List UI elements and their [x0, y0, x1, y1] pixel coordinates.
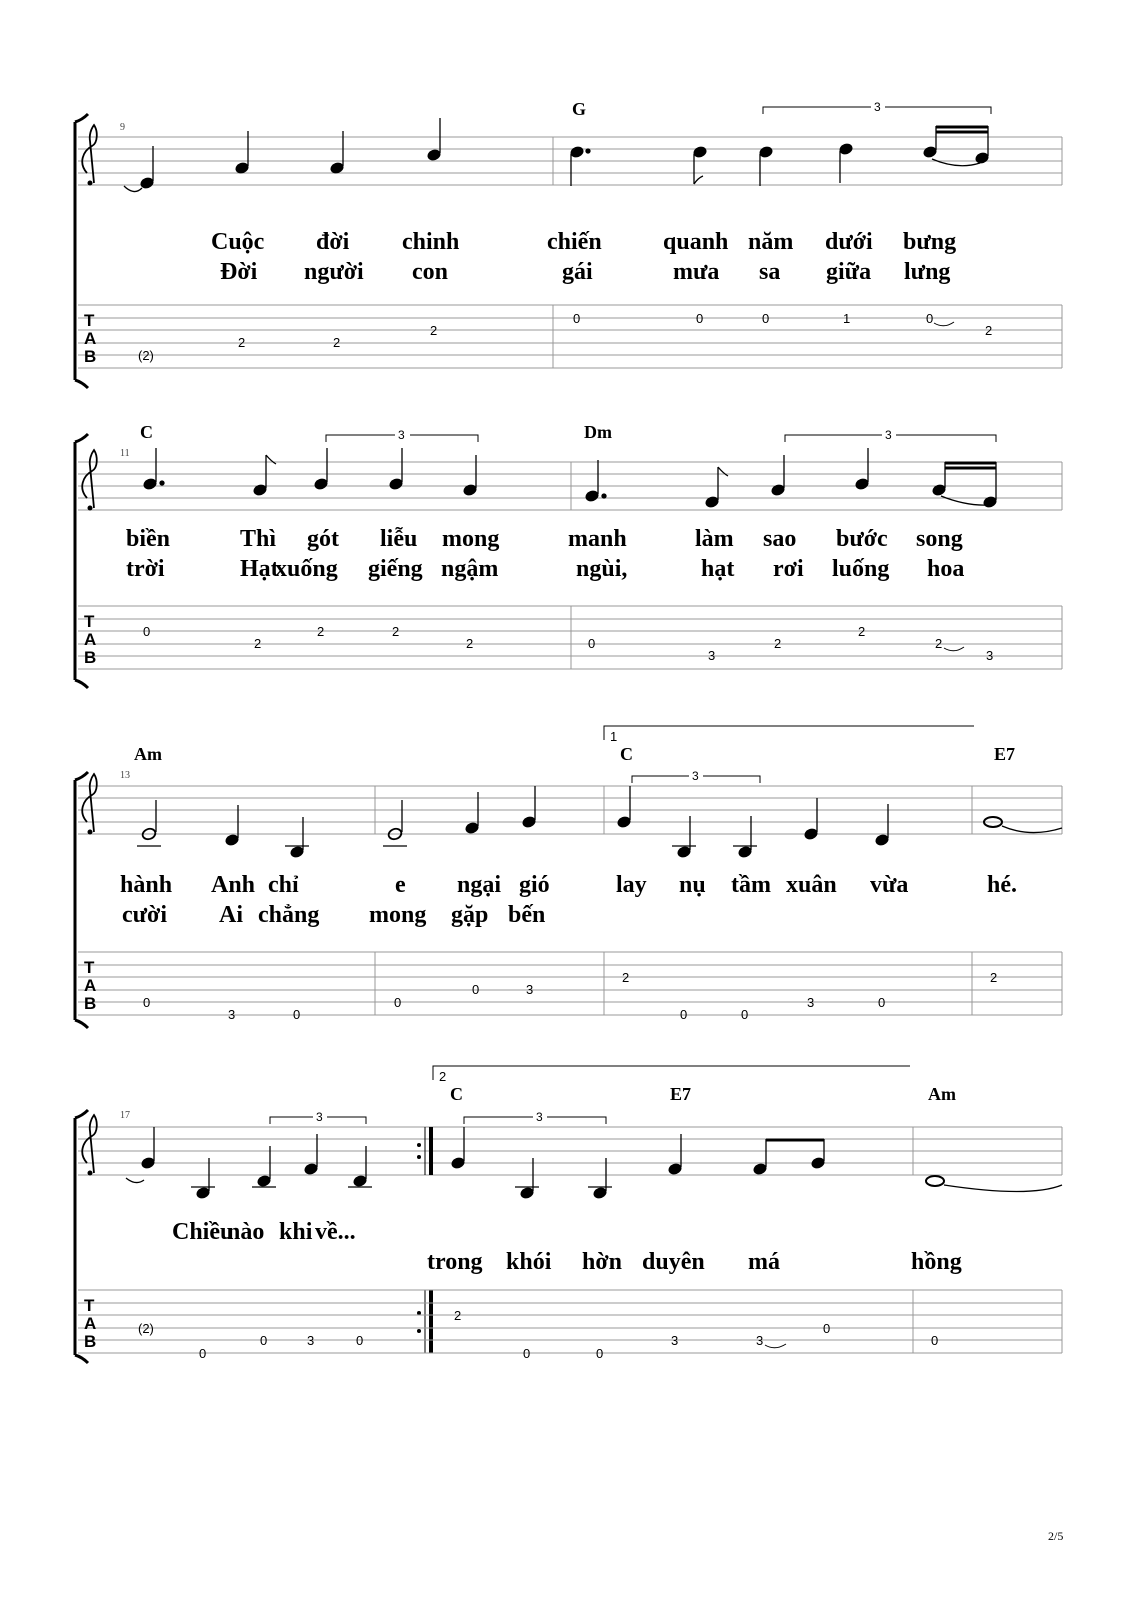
lyric-syllable: gặp	[451, 902, 489, 928]
svg-text:B: B	[84, 648, 97, 667]
lyric-syllable: Cuộc	[211, 229, 265, 255]
lyric-syllable: xuân	[786, 872, 837, 898]
lyric-syllable: trời	[126, 556, 165, 582]
lyric-syllable: chinh	[402, 229, 460, 255]
tuplet-bracket	[326, 428, 478, 442]
chord-symbol: Am	[928, 1084, 956, 1104]
svg-text:1: 1	[843, 311, 851, 326]
staff-lines	[78, 1127, 1062, 1175]
barlines	[913, 1127, 1062, 1353]
svg-text:3: 3	[398, 428, 405, 442]
svg-text:0: 0	[143, 995, 151, 1010]
svg-text:3: 3	[874, 100, 881, 114]
lyric-syllable: duyên	[642, 1249, 705, 1275]
lyric-syllable: song	[916, 526, 963, 552]
tuplet-bracket	[270, 1110, 366, 1124]
lyric-syllable: giữa	[826, 259, 872, 285]
svg-text:B: B	[84, 994, 97, 1013]
svg-text:3: 3	[807, 995, 815, 1010]
lyrics-verse-2	[220, 259, 950, 285]
svg-text:3: 3	[228, 1007, 236, 1022]
measure-number: 13	[120, 770, 130, 781]
measure-number: 17	[120, 1110, 130, 1121]
lyric-syllable: Thì	[240, 526, 277, 552]
lyric-syllable: Anh	[211, 872, 256, 898]
measure-number: 9	[120, 122, 125, 133]
tab-clef-icon: T	[84, 958, 95, 977]
lyric-syllable: Chiều	[172, 1219, 234, 1245]
lyric-syllable: hé.	[987, 872, 1017, 898]
tab-staff	[78, 305, 1062, 368]
svg-text:2: 2	[439, 1069, 447, 1084]
tab-staff	[78, 952, 1062, 1022]
svg-text:(2): (2)	[138, 1321, 154, 1336]
lyric-syllable: Đời	[220, 259, 258, 285]
lyric-syllable: e	[395, 872, 406, 898]
svg-text:0: 0	[143, 624, 151, 639]
svg-text:0: 0	[523, 1346, 531, 1361]
notes	[143, 448, 997, 508]
lyric-syllable: hờn	[582, 1249, 622, 1275]
treble-clef-icon	[82, 125, 97, 186]
svg-text:2: 2	[466, 636, 474, 651]
lyric-syllable: mong	[369, 902, 427, 928]
lyric-syllable: cười	[122, 902, 168, 928]
svg-text:0: 0	[596, 1346, 604, 1361]
tab-staff	[78, 1290, 1062, 1361]
lyric-syllable: gió	[519, 872, 550, 898]
svg-text:3: 3	[536, 1110, 543, 1124]
lyric-syllable: chỉ	[268, 872, 299, 898]
lyric-syllable: dưới	[825, 229, 873, 255]
lyric-syllable: bưng	[903, 229, 957, 255]
lyrics-verse-2	[122, 902, 545, 928]
svg-text:A: A	[84, 976, 97, 995]
volta-bracket	[433, 1066, 910, 1084]
svg-text:0: 0	[762, 311, 770, 326]
tuplet-bracket	[785, 428, 996, 442]
system-1	[75, 99, 1062, 388]
svg-text:3: 3	[708, 648, 716, 663]
repeat-barline	[417, 1127, 433, 1353]
tab-fret-numbers	[143, 970, 997, 1022]
lyric-syllable: luống	[832, 556, 890, 582]
lyric-syllable: sa	[759, 259, 781, 285]
lyric-syllable: lay	[616, 872, 647, 898]
svg-text:2: 2	[317, 624, 325, 639]
svg-text:0: 0	[926, 311, 934, 326]
chord-symbol: E7	[670, 1084, 692, 1104]
tab-clef-icon: T	[84, 1296, 95, 1315]
svg-text:2: 2	[985, 323, 993, 338]
lyrics-verse-2	[427, 1249, 962, 1275]
svg-text:1: 1	[610, 729, 618, 744]
svg-text:3: 3	[756, 1333, 764, 1348]
lyric-syllable: làm	[695, 526, 734, 552]
svg-text:0: 0	[878, 995, 886, 1010]
staff-lines	[78, 786, 1062, 834]
lyrics-verse-1	[172, 1219, 356, 1245]
lyric-syllable: chiến	[547, 229, 602, 255]
lyrics-verse-1	[211, 229, 956, 255]
lyric-syllable: quanh	[663, 229, 729, 255]
chord-symbol: G	[572, 99, 587, 119]
tuplet-bracket	[763, 100, 991, 114]
svg-text:B: B	[84, 1332, 97, 1351]
svg-text:2: 2	[333, 335, 341, 350]
notes	[124, 118, 989, 192]
svg-text:0: 0	[573, 311, 581, 326]
svg-text:0: 0	[293, 1007, 301, 1022]
svg-text:0: 0	[199, 1346, 207, 1361]
svg-text:2: 2	[430, 323, 438, 338]
chord-symbol: C	[450, 1084, 463, 1104]
lyric-syllable: người	[304, 259, 364, 285]
svg-text:2: 2	[254, 636, 262, 651]
svg-text:B: B	[84, 347, 97, 366]
lyric-syllable: xuống	[275, 556, 338, 582]
lyric-syllable: bến	[508, 902, 546, 928]
lyric-syllable: tầm	[731, 872, 771, 898]
staff-lines	[78, 462, 1062, 510]
lyric-syllable: trong	[427, 1249, 483, 1275]
lyric-syllable: đời	[316, 229, 350, 255]
svg-text:0: 0	[356, 1333, 364, 1348]
lyric-syllable: vừa	[870, 872, 909, 898]
treble-clef-icon	[82, 450, 97, 511]
lyrics-verse-2	[126, 556, 964, 582]
lyrics-verse-1	[120, 872, 1017, 898]
lyric-syllable: ngậm	[441, 556, 499, 582]
lyric-syllable: nụ	[679, 872, 706, 898]
lyric-syllable: con	[412, 259, 448, 285]
lyric-syllable: biền	[126, 526, 171, 552]
lyric-syllable: lưng	[904, 259, 951, 285]
tab-staff	[78, 606, 1062, 669]
lyric-syllable: ngùi,	[576, 556, 628, 582]
treble-clef-icon	[82, 774, 97, 835]
svg-text:0: 0	[260, 1333, 268, 1348]
barlines	[571, 462, 1062, 669]
lyric-syllable: mưa	[673, 259, 720, 285]
svg-text:2: 2	[454, 1308, 462, 1323]
tab-clef-icon: T	[84, 311, 95, 330]
lyric-syllable: nào	[227, 1219, 265, 1245]
svg-text:3: 3	[692, 769, 699, 783]
svg-text:0: 0	[588, 636, 596, 651]
svg-text:2: 2	[238, 335, 246, 350]
lyric-syllable: khói	[506, 1249, 552, 1275]
chord-symbol: E7	[994, 744, 1016, 764]
lyric-syllable: Hạt	[240, 556, 279, 582]
svg-text:3: 3	[671, 1333, 679, 1348]
tab-clef-icon: T	[84, 612, 95, 631]
system-4	[75, 1066, 1062, 1363]
lyric-syllable: chẳng	[258, 902, 320, 928]
lyrics-verse-1	[126, 526, 963, 552]
svg-text:0: 0	[394, 995, 402, 1010]
staff-lines	[78, 137, 1062, 185]
svg-text:2: 2	[392, 624, 400, 639]
lyric-syllable: khi	[279, 1219, 313, 1245]
lyric-syllable: liễu	[380, 526, 418, 552]
svg-text:(2): (2)	[138, 348, 154, 363]
lyric-syllable: rơi	[773, 556, 804, 582]
lyric-syllable: bước	[836, 526, 888, 552]
chord-symbol: Am	[134, 744, 162, 764]
svg-text:0: 0	[741, 1007, 749, 1022]
tuplet-bracket	[464, 1110, 606, 1124]
lyric-syllable: ngại	[457, 872, 502, 898]
svg-text:3: 3	[885, 428, 892, 442]
lyric-syllable: năm	[748, 229, 794, 255]
svg-text:2: 2	[990, 970, 998, 985]
lyric-syllable: hạt	[701, 556, 735, 582]
treble-clef-icon	[82, 1115, 97, 1176]
measure-number: 11	[120, 448, 130, 459]
svg-text:0: 0	[680, 1007, 688, 1022]
svg-text:0: 0	[931, 1333, 939, 1348]
page-number: 2/5	[1048, 1529, 1064, 1543]
lyric-syllable: gót	[307, 526, 339, 552]
lyric-syllable: hoa	[927, 556, 965, 582]
chord-symbol: Dm	[584, 422, 612, 442]
chord-symbol: C	[620, 744, 633, 764]
lyric-syllable: hồng	[911, 1249, 962, 1275]
lyric-syllable: mong	[442, 526, 500, 552]
svg-text:2: 2	[622, 970, 630, 985]
svg-text:0: 0	[472, 982, 480, 997]
svg-text:2: 2	[858, 624, 866, 639]
lyric-syllable: hành	[120, 872, 173, 898]
volta-bracket	[604, 726, 974, 744]
system-3	[75, 726, 1062, 1028]
lyric-syllable: về...	[315, 1219, 356, 1245]
lyric-syllable: gái	[562, 259, 593, 285]
lyric-syllable: sao	[763, 526, 797, 552]
lyric-syllable: má	[748, 1249, 780, 1275]
svg-text:3: 3	[316, 1110, 323, 1124]
svg-text:A: A	[84, 1314, 97, 1333]
svg-text:0: 0	[823, 1321, 831, 1336]
chord-symbol: C	[140, 422, 153, 442]
svg-text:2: 2	[774, 636, 782, 651]
svg-text:3: 3	[307, 1333, 315, 1348]
svg-text:3: 3	[526, 982, 534, 997]
svg-text:3: 3	[986, 648, 994, 663]
lyric-syllable: giếng	[368, 556, 423, 582]
svg-text:A: A	[84, 630, 97, 649]
svg-text:A: A	[84, 329, 97, 348]
svg-text:2: 2	[935, 636, 943, 651]
tuplet-bracket	[632, 769, 760, 783]
system-2	[75, 422, 1062, 688]
lyric-syllable: Ai	[219, 902, 243, 928]
svg-text:0: 0	[696, 311, 704, 326]
lyric-syllable: manh	[568, 526, 627, 552]
